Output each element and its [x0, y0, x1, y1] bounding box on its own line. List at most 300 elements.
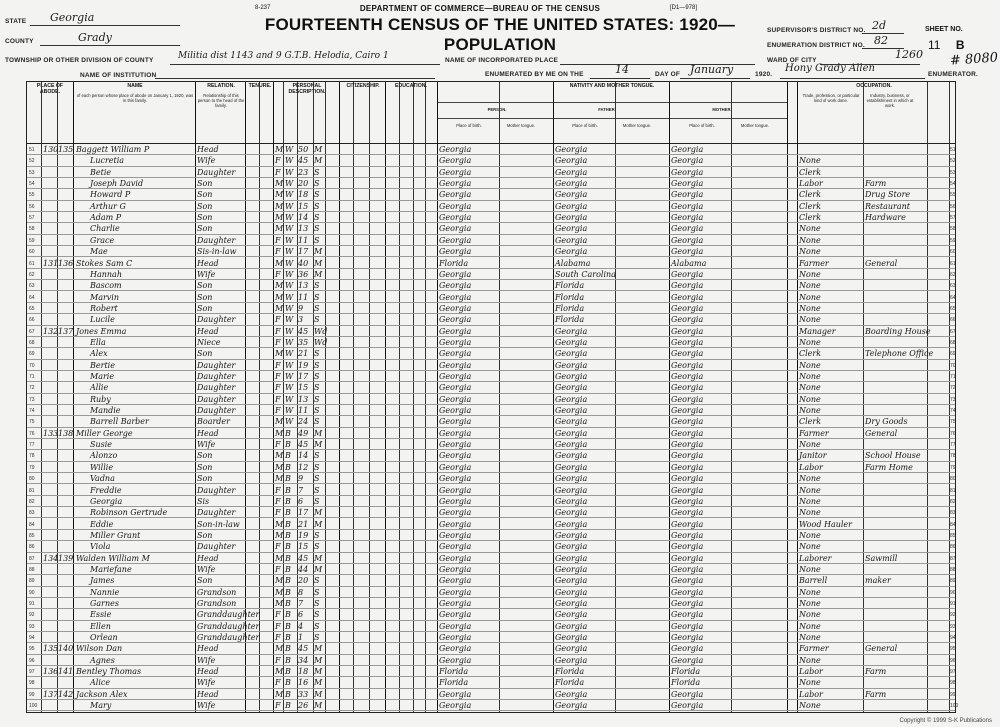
cell-mbirth: Georgia	[671, 156, 704, 166]
cell-mbirth: Georgia	[671, 428, 704, 438]
cell-race: B	[285, 576, 291, 586]
row-number: 87	[29, 555, 35, 562]
cell-ms: M	[314, 519, 323, 529]
cell-rel: Son	[197, 281, 213, 291]
cell-rel: Son	[197, 349, 213, 359]
cell-name: Alex	[90, 349, 108, 359]
cell-name: Hannah	[90, 269, 122, 279]
cell-mbirth: Georgia	[671, 610, 704, 620]
row-number-right: 77	[950, 442, 956, 449]
table-row	[27, 462, 955, 473]
table-row	[27, 621, 955, 632]
cell-race: B	[285, 474, 291, 484]
row-number-right: 68	[950, 339, 956, 346]
cell-birth: Florida	[439, 667, 469, 677]
cell-name: Eddie	[90, 519, 114, 529]
cell-name: Bentley Thomas	[76, 667, 142, 677]
row-number: 54	[29, 181, 35, 188]
enumeration-label: ENUMERATION DISTRICT NO.	[767, 42, 865, 49]
cell-fbirth: Georgia	[555, 485, 588, 495]
cell-birth: Georgia	[439, 156, 472, 166]
cell-name: Ella	[90, 337, 106, 347]
cell-fbirth: Georgia	[555, 360, 588, 370]
cell-rel: Daughter	[197, 360, 236, 370]
cell-race: W	[285, 360, 294, 370]
table-row	[27, 292, 955, 303]
row-number-right: 79	[950, 464, 956, 471]
cell-name: Alice	[90, 678, 111, 688]
cell-ms: M	[314, 678, 323, 688]
cell-race: W	[285, 349, 294, 359]
cell-birth: Georgia	[439, 167, 472, 177]
cell-ms: S	[314, 633, 320, 643]
row-number: 84	[29, 521, 35, 528]
cell-dw: 137	[43, 689, 59, 699]
person-heading: PERSON.	[487, 107, 507, 112]
cell-birth: Georgia	[439, 360, 472, 370]
cell-fam: 142	[58, 689, 74, 699]
cell-sex: F	[275, 496, 281, 506]
cell-occ: Labor	[799, 179, 823, 189]
cell-birth: Georgia	[439, 599, 472, 608]
cell-mbirth: Georgia	[671, 655, 704, 665]
cell-race: B	[285, 462, 291, 472]
row-number-right: 72	[950, 385, 956, 392]
cell-birth: Georgia	[439, 689, 472, 699]
row-number: 55	[29, 192, 35, 199]
cell-occ: None	[799, 269, 821, 279]
cell-birth: Georgia	[439, 417, 472, 427]
row-number-right: 88	[950, 566, 956, 573]
cell-birth: Georgia	[439, 610, 472, 620]
cell-occ: None	[799, 406, 821, 416]
cell-ind: Dry Goods	[865, 417, 908, 427]
cell-race: W	[285, 372, 294, 381]
table-row	[27, 677, 955, 688]
table-row	[27, 507, 955, 518]
cell-age: 20	[298, 576, 309, 586]
group-relation: RELATION.	[207, 83, 235, 89]
row-number: 75	[29, 419, 35, 426]
cell-mbirth: Georgia	[671, 508, 704, 518]
cell-ms: M	[314, 428, 323, 438]
state-row	[5, 18, 26, 25]
cell-birth: Georgia	[439, 213, 472, 223]
cell-ms: M	[314, 247, 323, 257]
cell-age: 9	[298, 303, 304, 313]
cell-sex: F	[275, 269, 281, 279]
cell-ind: General	[865, 428, 898, 438]
cell-race: W	[285, 201, 294, 211]
cell-fbirth: Georgia	[555, 655, 588, 665]
cell-fbirth: Florida	[555, 678, 585, 688]
cell-occ: Farmer	[799, 258, 829, 268]
row-number: 74	[29, 408, 35, 415]
cell-rel: Daughter	[197, 406, 236, 416]
row-number-right: 97	[950, 669, 956, 676]
cell-rel: Daughter	[197, 372, 236, 381]
cell-name: Essie	[90, 610, 112, 620]
row-number-right: 76	[950, 430, 956, 437]
cell-birth: Georgia	[439, 224, 472, 234]
row-number: 63	[29, 283, 35, 290]
group-occupation: OCCUPATION.	[856, 83, 892, 89]
cell-sex: F	[275, 542, 281, 552]
row-number-right: 75	[950, 419, 956, 426]
cell-age: 33	[298, 689, 309, 699]
group-education: EDUCATION.	[395, 83, 427, 89]
cell-ms: S	[314, 349, 320, 359]
cell-birth: Georgia	[439, 587, 472, 597]
cell-fbirth: Georgia	[555, 145, 588, 154]
cell-fbirth: Georgia	[555, 564, 588, 574]
cell-race: B	[285, 599, 291, 608]
cell-dw: 134	[43, 553, 59, 563]
cell-fbirth: Florida	[555, 315, 585, 325]
cell-name: Garnes	[90, 599, 119, 608]
row-number-right: 82	[950, 498, 956, 505]
cell-age: 17	[298, 247, 309, 257]
cell-rel: Sis-in-law	[197, 247, 237, 257]
cell-occ: None	[799, 655, 821, 665]
row-number: 99	[29, 691, 35, 698]
cell-birth: Georgia	[439, 269, 472, 279]
cell-occ: Laborer	[799, 553, 832, 563]
supervisor-label: SUPERVISOR'S DISTRICT NO.	[767, 27, 866, 34]
cell-ms: M	[314, 553, 323, 563]
cell-dw: 131	[43, 258, 59, 268]
cell-ms: S	[314, 451, 320, 461]
cell-sex: F	[275, 610, 281, 620]
cell-fbirth: Georgia	[555, 156, 588, 166]
cell-mbirth: Georgia	[671, 292, 704, 302]
cell-rel: Wife	[197, 269, 216, 279]
cell-mbirth: Georgia	[671, 394, 704, 404]
cell-mbirth: Georgia	[671, 247, 704, 257]
table-row	[27, 655, 955, 666]
cell-name: Mary	[90, 701, 112, 711]
row-number: 60	[29, 249, 35, 256]
cell-name: Wilson Dan	[76, 644, 123, 654]
row-number-right: 100	[950, 703, 959, 710]
cell-ms: S	[314, 621, 320, 631]
cell-mbirth: Georgia	[671, 315, 704, 325]
cell-rel: Son	[197, 576, 213, 586]
cell-mbirth: Georgia	[671, 553, 704, 563]
cell-sex: F	[275, 383, 281, 393]
row-number: 71	[29, 374, 35, 380]
cell-rel: Granddaughter	[197, 610, 260, 620]
row-number-right: 52	[950, 158, 956, 165]
cell-occ: None	[799, 587, 821, 597]
cell-mbirth: Georgia	[671, 281, 704, 291]
row-number-right: 62	[950, 271, 956, 278]
row-number: 82	[29, 498, 35, 505]
cell-age: 45	[298, 156, 309, 166]
cell-race: W	[285, 292, 294, 302]
cell-occ: None	[799, 337, 821, 347]
cell-race: B	[285, 701, 291, 711]
table-row	[27, 416, 955, 427]
row-number-right: 58	[950, 226, 956, 233]
cell-rel: Son	[197, 179, 213, 189]
cell-rel: Daughter	[197, 235, 236, 245]
table-row	[27, 144, 955, 155]
cell-occ: None	[799, 394, 821, 404]
cell-sex: F	[275, 678, 281, 688]
cell-name: Orlean	[90, 633, 118, 643]
table-row	[27, 155, 955, 166]
cell-birth: Georgia	[439, 621, 472, 631]
cell-race: W	[285, 383, 294, 393]
cell-ind: Sawmill	[865, 553, 898, 563]
cell-birth: Georgia	[439, 428, 472, 438]
cell-name: Lucretia	[90, 156, 125, 166]
table-row	[27, 450, 955, 461]
cell-rel: Granddaughter	[197, 633, 260, 643]
cell-sex: F	[275, 156, 281, 166]
supervisor-value: 2d	[872, 19, 887, 32]
cell-age: 7	[298, 599, 304, 608]
cell-name: Bertie	[90, 360, 115, 370]
cell-ms: S	[314, 462, 320, 472]
group-nativity: NATIVITY AND MOTHER TONGUE.	[569, 83, 655, 89]
cell-name: Allie	[90, 383, 109, 393]
cell-birth: Florida	[439, 258, 469, 268]
cell-ms: M	[314, 440, 323, 450]
cell-ms: S	[314, 417, 320, 427]
cell-mbirth: Georgia	[671, 303, 704, 313]
cell-fbirth: South Carolina	[555, 269, 616, 279]
cell-fbirth: Georgia	[555, 179, 588, 189]
cell-mbirth: Georgia	[671, 269, 704, 279]
cell-sex: F	[275, 485, 281, 495]
cell-mbirth: Georgia	[671, 633, 704, 643]
cell-race: B	[285, 519, 291, 529]
table-row	[27, 201, 955, 212]
cell-age: 40	[298, 258, 309, 268]
row-number: 94	[29, 635, 35, 642]
cell-age: 11	[298, 406, 309, 416]
cell-mbirth: Georgia	[671, 474, 704, 484]
cell-mbirth: Georgia	[671, 201, 704, 211]
table-row	[27, 269, 955, 280]
cell-occ: Clerk	[799, 349, 822, 359]
cell-rel: Niece	[197, 337, 221, 347]
row-number: 68	[29, 339, 35, 346]
table-row	[27, 485, 955, 496]
cell-mbirth: Georgia	[671, 190, 704, 200]
row-number: 92	[29, 612, 35, 619]
cell-age: 35	[298, 337, 309, 347]
cell-ms: M	[314, 701, 323, 711]
cell-sex: M	[275, 292, 284, 302]
cell-sex: F	[275, 235, 281, 245]
cell-race: W	[285, 247, 294, 257]
cell-mbirth: Georgia	[671, 167, 704, 177]
cell-mbirth: Georgia	[671, 576, 704, 586]
row-number: 97	[29, 669, 35, 676]
cell-ms: M	[314, 258, 323, 268]
row-number-right: 80	[950, 476, 956, 483]
cell-ms: S	[314, 542, 320, 552]
cell-sex: M	[275, 179, 284, 189]
cell-mbirth: Georgia	[671, 417, 704, 427]
table-row	[27, 473, 955, 484]
cell-ms: S	[314, 179, 320, 189]
cell-sex: M	[275, 474, 284, 484]
row-number: 78	[29, 453, 35, 460]
row-number: 56	[29, 203, 35, 210]
cell-age: 6	[298, 496, 304, 506]
cell-name: Miller George	[76, 428, 133, 438]
sheet-value: 11	[928, 38, 941, 52]
cell-sex: M	[275, 190, 284, 200]
row-number: 81	[29, 487, 35, 494]
cell-name: Joseph David	[90, 179, 144, 189]
cell-ind: maker	[865, 576, 891, 586]
row-number-right: 65	[950, 305, 956, 312]
cell-rel: Head	[197, 326, 219, 336]
cell-occ: None	[799, 315, 821, 325]
cell-race: W	[285, 394, 294, 404]
cell-fbirth: Georgia	[555, 610, 588, 620]
cell-occ: None	[799, 247, 821, 257]
cell-fbirth: Georgia	[555, 213, 588, 223]
cell-race: B	[285, 644, 291, 654]
group-personal: PERSONAL DESCRIPTION.	[288, 83, 326, 95]
cell-age: 13	[298, 224, 309, 234]
cell-name: Ruby	[90, 394, 111, 404]
table-row	[27, 337, 955, 348]
cell-occ: None	[799, 360, 821, 370]
cell-race: B	[285, 633, 291, 643]
cell-sex: M	[275, 224, 284, 234]
state-label: STATE	[5, 18, 27, 25]
row-number-right: 85	[950, 532, 956, 539]
trade-heading: Trade, profession, or particular kind of work done.	[802, 93, 860, 103]
industry-heading: Industry, business, or establishment in which at work.	[866, 93, 914, 108]
institution-label: NAME OF INSTITUTION	[80, 72, 157, 79]
cell-occ: None	[799, 474, 821, 484]
archive-stamp: # 8080	[949, 50, 999, 69]
row-number: 59	[29, 237, 35, 244]
cell-ms: S	[314, 224, 320, 234]
row-number: 61	[29, 260, 35, 267]
cell-birth: Georgia	[439, 644, 472, 654]
row-number-right: 51	[950, 147, 956, 153]
cell-race: W	[285, 303, 294, 313]
cell-age: 19	[298, 530, 309, 540]
cell-occ: Labor	[799, 689, 823, 699]
cell-sex: M	[275, 145, 284, 154]
cell-occ: None	[799, 235, 821, 245]
cell-name: Viola	[90, 542, 111, 552]
cell-birth: Georgia	[439, 451, 472, 461]
name-description: of each person whose place of abode on January 1, 1920, was in this family.	[76, 93, 194, 103]
cell-ms: S	[314, 303, 320, 313]
cell-fbirth: Georgia	[555, 508, 588, 518]
cell-age: 15	[298, 542, 309, 552]
cell-occ: None	[799, 156, 821, 166]
cell-age: 14	[298, 451, 309, 461]
cell-ms: S	[314, 587, 320, 597]
cell-age: 11	[298, 292, 309, 302]
township-value: Militia dist 1143 and 9 G.T.B. Helodia, Cairo 1	[178, 51, 389, 61]
cell-ms: M	[314, 644, 323, 654]
cell-occ: Clerk	[799, 417, 822, 427]
cell-race: B	[285, 451, 291, 461]
mother-heading: MOTHER.	[712, 107, 732, 112]
form-number: 8-237	[255, 5, 271, 11]
cell-fbirth: Georgia	[555, 190, 588, 200]
cell-birth: Georgia	[439, 372, 472, 381]
row-number: 76	[29, 430, 35, 437]
cell-age: 16	[298, 678, 309, 688]
cell-sex: F	[275, 701, 281, 711]
table-row	[27, 643, 955, 654]
cell-sex: M	[275, 519, 284, 529]
cell-race: B	[285, 587, 291, 597]
cell-race: B	[285, 485, 291, 495]
cell-race: B	[285, 689, 291, 699]
row-number-right: 81	[950, 487, 956, 494]
cell-ind: Boarding House	[865, 326, 931, 336]
cell-occ: Farmer	[799, 644, 829, 654]
cell-age: 1	[298, 633, 304, 643]
table-row	[27, 609, 955, 620]
cell-birth: Georgia	[439, 145, 472, 154]
cell-fbirth: Alabama	[555, 258, 591, 268]
cell-occ: Clerk	[799, 190, 822, 200]
cell-ind: Farm	[865, 667, 887, 677]
cell-mbirth: Georgia	[671, 451, 704, 461]
cell-fbirth: Georgia	[555, 519, 588, 529]
table-row	[27, 541, 955, 552]
cell-birth: Georgia	[439, 655, 472, 665]
row-number-right: 53	[950, 169, 956, 176]
father-heading: FATHER.	[598, 107, 616, 112]
copyright-notice: Copyright © 1999 S-K Publications	[899, 718, 992, 724]
cell-fbirth: Florida	[555, 281, 585, 291]
department-heading: DEPARTMENT OF COMMERCE—BUREAU OF THE CENSUS	[359, 4, 601, 13]
cell-race: B	[285, 655, 291, 665]
row-number-right: 87	[950, 555, 956, 562]
father-tongue-heading: Mother tongue.	[622, 123, 652, 128]
cell-name: Mariefane	[90, 564, 132, 574]
cell-mbirth: Georgia	[671, 530, 704, 540]
cell-rel: Daughter	[197, 542, 236, 552]
cell-mbirth: Georgia	[671, 587, 704, 597]
row-number-right: 59	[950, 237, 956, 244]
row-number-right: 86	[950, 544, 956, 551]
table-row	[27, 314, 955, 325]
cell-ms: M	[314, 689, 323, 699]
cell-age: 3	[298, 315, 304, 325]
row-number: 67	[29, 328, 35, 335]
cell-dw: 132	[43, 326, 59, 336]
cell-sex: F	[275, 167, 281, 177]
row-number-right: 89	[950, 578, 956, 585]
cell-dw: 135	[43, 644, 59, 654]
cell-fbirth: Georgia	[555, 406, 588, 416]
cell-name: Agnes	[90, 655, 115, 665]
cell-ms: M	[314, 655, 323, 665]
cell-name: Robert	[90, 303, 118, 313]
cell-occ: None	[799, 701, 821, 711]
cell-fbirth: Georgia	[555, 394, 588, 404]
cell-ms: S	[314, 406, 320, 416]
